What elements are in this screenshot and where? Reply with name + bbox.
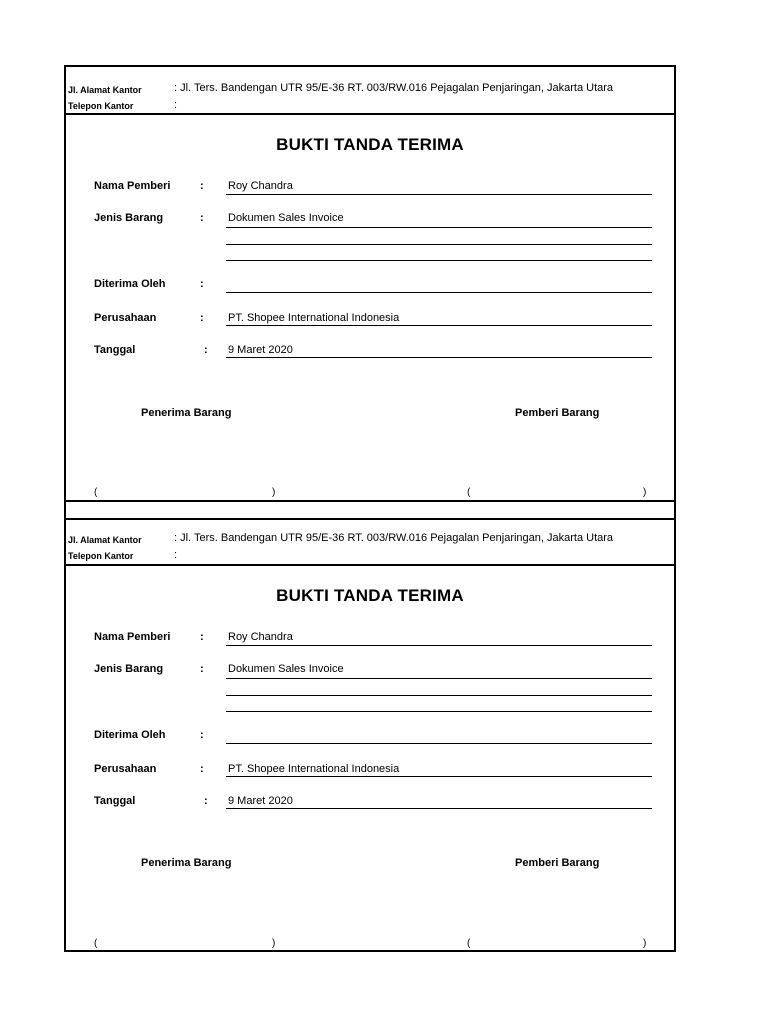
jenis-barang-value: Dokumen Sales Invoice [228, 212, 344, 224]
colon: : [200, 278, 204, 290]
nama-pemberi-label: Nama Pemberi [94, 631, 171, 643]
phone-label: Telepon Kantor [68, 101, 134, 111]
underline [226, 292, 652, 293]
colon: : [204, 795, 208, 807]
phone-label: Telepon Kantor [68, 551, 134, 561]
document-title: BUKTI TANDA TERIMA [276, 135, 464, 154]
underline [226, 695, 652, 696]
underline [226, 325, 652, 326]
underline [226, 776, 652, 777]
underline [226, 678, 652, 679]
colon: : [200, 763, 204, 775]
colon: : [200, 180, 204, 192]
underline [226, 227, 652, 228]
underline [226, 244, 652, 245]
tanggal-value: 9 Maret 2020 [228, 344, 293, 356]
nama-pemberi-label: Nama Pemberi [94, 180, 171, 192]
address-label: Jl. Alamat Kantor [68, 535, 142, 545]
signature-open-paren: ( [467, 487, 471, 498]
tanggal-label: Tanggal [94, 795, 136, 807]
receipt-2 [66, 518, 674, 952]
penerima-barang-label: Penerima Barang [141, 857, 232, 869]
colon: : [200, 729, 204, 741]
perusahaan-value: PT. Shopee International Indonesia [228, 312, 400, 324]
colon: : [200, 631, 204, 643]
signature-close-paren: ) [272, 938, 276, 949]
underline [226, 260, 652, 261]
pemberi-barang-label: Pemberi Barang [515, 407, 600, 419]
phone-value: : [174, 99, 178, 111]
jenis-barang-label: Jenis Barang [94, 663, 164, 675]
penerima-barang-label: Penerima Barang [141, 407, 232, 419]
signature-open-paren: ( [94, 938, 98, 949]
divider [66, 500, 674, 502]
diterima-oleh-label: Diterima Oleh [94, 278, 166, 290]
office-header [66, 67, 674, 115]
tanggal-value: 9 Maret 2020 [228, 795, 293, 807]
receipt-1 [66, 67, 674, 502]
colon: : [200, 212, 204, 224]
phone-value: : [174, 549, 178, 561]
signature-open-paren: ( [94, 487, 98, 498]
diterima-oleh-label: Diterima Oleh [94, 729, 166, 741]
nama-pemberi-value: Roy Chandra [228, 631, 293, 643]
signature-close-paren: ) [643, 938, 647, 949]
signature-open-paren: ( [467, 938, 471, 949]
underline [226, 711, 652, 712]
address-value: : Jl. Ters. Bandengan UTR 95/E-36 RT. 003/RW.016 Pejagalan Penjaringan, Jakarta Utara [174, 532, 614, 544]
nama-pemberi-value: Roy Chandra [228, 180, 293, 192]
underline [226, 357, 652, 358]
pemberi-barang-label: Pemberi Barang [515, 857, 600, 869]
signature-close-paren: ) [272, 487, 276, 498]
underline [226, 743, 652, 744]
perusahaan-value: PT. Shopee International Indonesia [228, 763, 400, 775]
tanggal-label: Tanggal [94, 344, 136, 356]
jenis-barang-value: Dokumen Sales Invoice [228, 663, 344, 675]
colon: : [204, 344, 208, 356]
perusahaan-label: Perusahaan [94, 312, 157, 324]
address-label: Jl. Alamat Kantor [68, 85, 142, 95]
colon: : [200, 663, 204, 675]
colon: : [200, 312, 204, 324]
underline [226, 645, 652, 646]
underline [226, 194, 652, 195]
perusahaan-label: Perusahaan [94, 763, 157, 775]
underline [226, 808, 652, 809]
document-title: BUKTI TANDA TERIMA [276, 586, 464, 605]
office-header [66, 518, 674, 566]
document-frame [64, 65, 676, 952]
jenis-barang-label: Jenis Barang [94, 212, 164, 224]
signature-close-paren: ) [643, 487, 647, 498]
address-value: : Jl. Ters. Bandengan UTR 95/E-36 RT. 003/RW.016 Pejagalan Penjaringan, Jakarta Utara [174, 82, 614, 94]
